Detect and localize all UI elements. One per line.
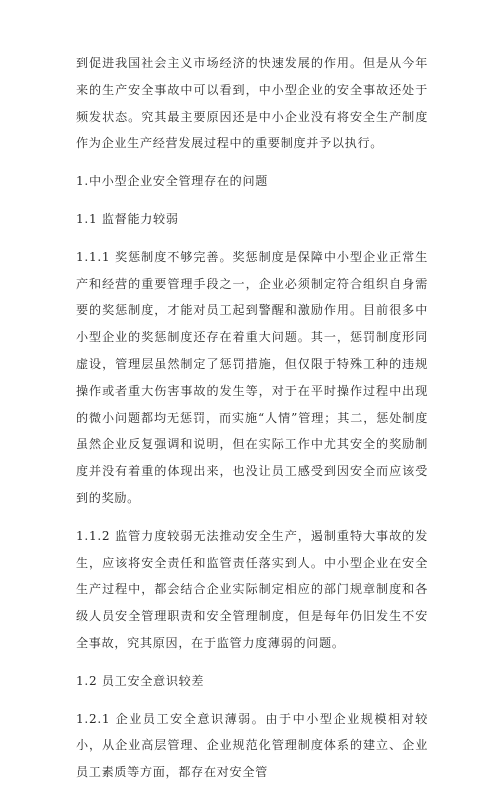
document-body: [76, 50, 428, 797]
paragraph-intro: 到促进我国社会主义市场经济的快速发展的作用。但是从今年来的生产安全事故中可以看到，中小型企业的安全事故还处于频发状态。究其最主要原因还是中小企业没有将安全生产制度作为企业生产经营发展过程中的重要制度并予以执行。: [76, 56, 428, 151]
subsection-heading-1-1: 1.1 监督能力较弱: [76, 211, 179, 226]
paragraph-1-1-2: 1.1.2 监管力度较弱无法推动安全生产，遏制重特大事故的发生，应该将安全责任和监管责任落实到人。中小型企业在安全生产过程中，都会结合企业实际制定相应的部门规章制度和各级人员安全管理职责和安全管理制度，但是每年仍旧发生不安全事故，究其原因，在于监管力度薄弱的问题。: [76, 528, 428, 650]
subsection-heading-1-2: 1.2 员工安全意识较差: [76, 673, 205, 688]
paragraph-1-2-1: 1.2.1 企业员工安全意识薄弱。由于中小型企业规模相对较小，从企业高层管理、企业规范化管理制度体系的建立、企业员工素质等方面，都存在对安全管: [76, 711, 428, 780]
paragraph-1-1-1: 1.1.1 奖惩制度不够完善。奖惩制度是保障中小型企业正常生产和经营的重要管理手段之一，企业必须制定符合组织自身需要的奖惩制度，才能对员工起到警醒和激励作用。目前很多中小型企业的奖惩制度还存在着重大问题。其一，惩罚制度形同虚设，管理层虽然制定了惩罚措施，但仅限于特殊工种的违规操作或者重大伤害事故的发生等，对于在平时操作过程中出现的微小问题都均无惩罚，而实施“人情”管理；其二，惩处制度虽然企业反复强调和说明，但在实际工作中尤其安全的奖励制度并没有着重的体现出来，也没让员工感受到因安全而应该受到的奖励。: [76, 249, 428, 505]
section-heading-1: 1.中小型企业安全管理存在的问题: [76, 174, 269, 189]
